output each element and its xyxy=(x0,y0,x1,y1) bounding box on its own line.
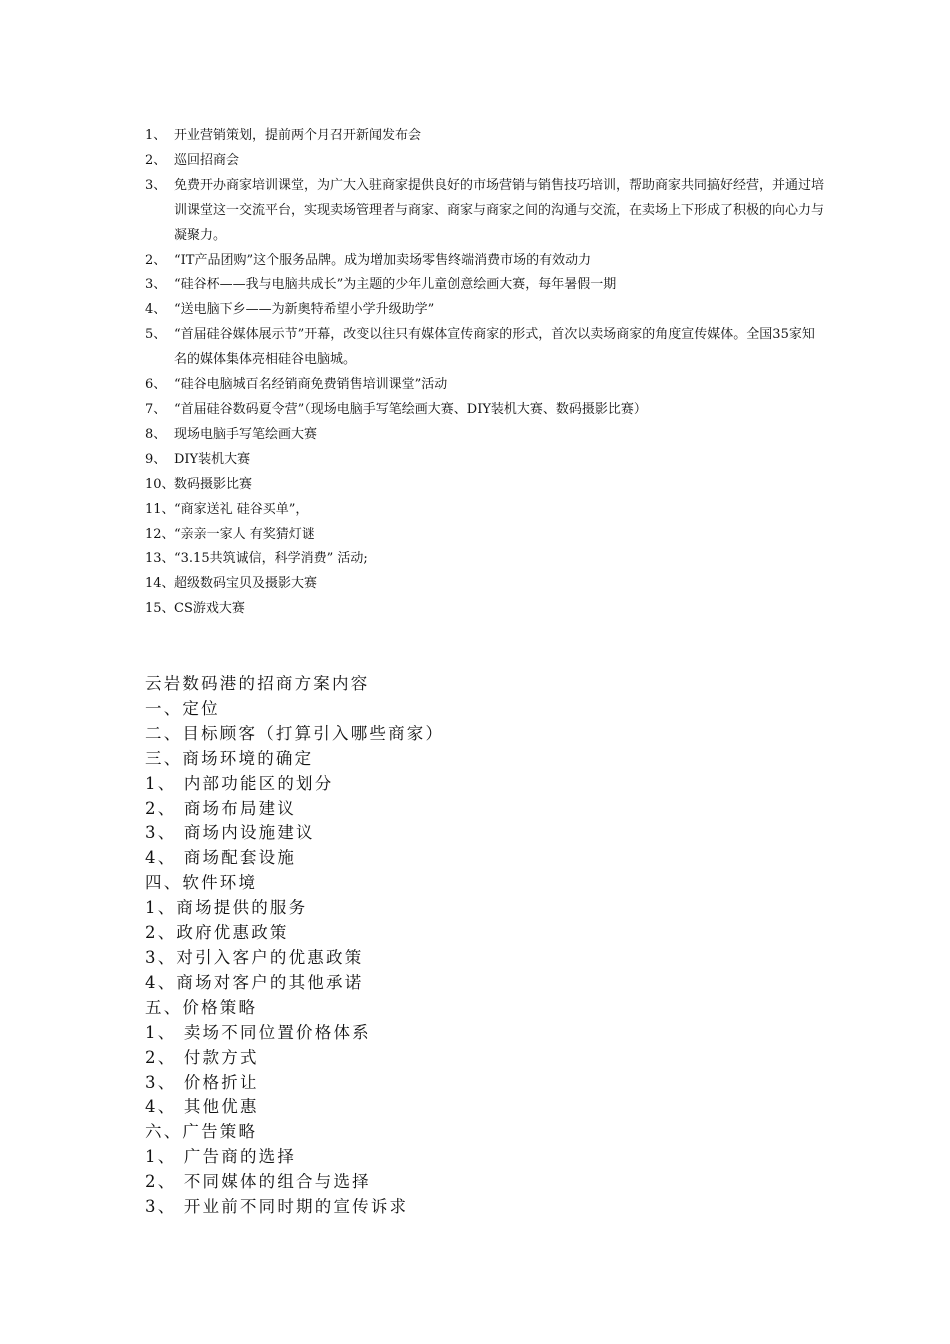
outline-line: 4、 商场配套设施 xyxy=(145,848,297,868)
item-text: “硅谷电脑城百名经销商免费销售培训课堂”活动 xyxy=(174,377,448,393)
item-text: “亲亲一家人 有奖猜灯谜 xyxy=(174,526,315,542)
outline-line: 四、软件环境 xyxy=(145,873,258,893)
list-item xyxy=(145,149,825,174)
outline-line: 3、 商场内设施建议 xyxy=(145,823,315,843)
outline-line: 一、定位 xyxy=(145,698,220,718)
item-number: 7、 xyxy=(145,401,167,417)
item-number: 5、 xyxy=(145,327,167,343)
item-number: 6、 xyxy=(145,377,167,393)
outline-line: 2、政府优惠政策 xyxy=(145,923,289,943)
item-number: 13、 xyxy=(145,551,175,567)
item-number: 4、 xyxy=(145,302,167,318)
item-text: 免费开办商家培训课堂，为广大入驻商家提供良好的市场营销与销售技巧培训，帮助商家共同搞好经营，并通过培训课堂这一交流平台，实现卖场管理者与商家、商家与商家之间的沟通与交流，在卖场上下形成了积极的向心力与凝聚力。 xyxy=(174,177,825,243)
item-number: 2、 xyxy=(145,152,167,168)
outline-line: 3、对引入客户的优惠政策 xyxy=(145,947,364,967)
outline-line: 二、目标顾客（打算引入哪些商家） xyxy=(145,723,445,743)
list-item xyxy=(145,398,825,423)
list-item xyxy=(145,473,825,498)
item-number: 14、 xyxy=(145,576,175,592)
list-item xyxy=(145,448,825,473)
list-item xyxy=(145,174,825,249)
investment-plan-outline xyxy=(145,672,745,1220)
outline-line: 1、 内部功能区的划分 xyxy=(145,773,334,793)
outline-line: 1、 广告商的选择 xyxy=(145,1147,297,1167)
list-item xyxy=(145,572,825,597)
item-text: “首届硅谷媒体展示节”开幕，改变以往只有媒体宣传商家的形式，首次以卖场商家的角度宣传媒体。全国35家知名的媒体集体亮相硅谷电脑城。 xyxy=(174,327,815,368)
outline-line: 3、 价格折让 xyxy=(145,1072,259,1092)
list-item xyxy=(145,124,825,149)
item-text: “硅谷杯——我与电脑共成长”为主题的少年儿童创意绘画大赛，每年暑假一期 xyxy=(174,277,617,293)
item-number: 1、 xyxy=(145,128,167,143)
list-item xyxy=(145,323,825,373)
item-text: 开业营销策划，提前两个月召开新闻发布会 xyxy=(174,128,422,143)
item-number: 3、 xyxy=(145,177,167,193)
outline-line: 五、价格策略 xyxy=(145,997,258,1017)
item-number: 8、 xyxy=(145,426,167,442)
outline-line: 2、 商场布局建议 xyxy=(145,798,297,818)
list-item xyxy=(145,298,825,323)
item-number: 10、 xyxy=(145,476,175,492)
outline-line: 1、 卖场不同位置价格体系 xyxy=(145,1022,371,1042)
outline-line: 三、商场环境的确定 xyxy=(145,748,314,768)
outline-line: 3、 开业前不同时期的宣传诉求 xyxy=(145,1197,409,1217)
outline-line: 六、广告策略 xyxy=(145,1122,258,1142)
item-text: 数码摄影比赛 xyxy=(174,476,253,492)
outline-title: 云岩数码港的招商方案内容 xyxy=(145,674,370,693)
item-text: 现场电脑手写笔绘画大赛 xyxy=(174,426,318,442)
item-text: “IT产品团购”这个服务品牌。成为增加卖场零售终端消费市场的有效动力 xyxy=(174,252,592,268)
outline-line: 1、商场提供的服务 xyxy=(145,898,308,918)
item-text: “商家送礼 硅谷买单”， xyxy=(174,501,309,517)
activity-list xyxy=(145,124,825,622)
item-number: 11、 xyxy=(145,501,175,517)
item-number: 12、 xyxy=(145,526,175,542)
list-item xyxy=(145,423,825,448)
outline-line: 2、 付款方式 xyxy=(145,1047,259,1067)
list-item xyxy=(145,249,825,274)
item-text: “3.15共筑诚信，科学消费” 活动; xyxy=(174,551,368,567)
outline-line: 2、 不同媒体的组合与选择 xyxy=(145,1172,371,1192)
list-item xyxy=(145,523,825,548)
item-number: 2、 xyxy=(145,252,167,268)
list-item xyxy=(145,597,825,622)
list-item xyxy=(145,373,825,398)
item-text: CS游戏大赛 xyxy=(174,601,245,617)
list-item xyxy=(145,547,825,572)
item-number: 3、 xyxy=(145,277,167,293)
item-number: 15、 xyxy=(145,601,175,617)
item-text: “送电脑下乡——为新奥特希望小学升级助学” xyxy=(174,302,435,318)
item-text: DIY装机大赛 xyxy=(174,451,251,467)
item-text: “首届硅谷数码夏令营”（现场电脑手写笔绘画大赛、DIY装机大赛、数码摄影比赛） xyxy=(174,401,647,417)
item-text: 超级数码宝贝及摄影大赛 xyxy=(174,576,318,592)
outline-line: 4、商场对客户的其他承诺 xyxy=(145,972,364,992)
item-number: 9、 xyxy=(145,451,167,467)
list-item xyxy=(145,498,825,523)
outline-line: 4、 其他优惠 xyxy=(145,1097,259,1117)
list-item xyxy=(145,273,825,298)
item-text: 巡回招商会 xyxy=(174,152,240,168)
